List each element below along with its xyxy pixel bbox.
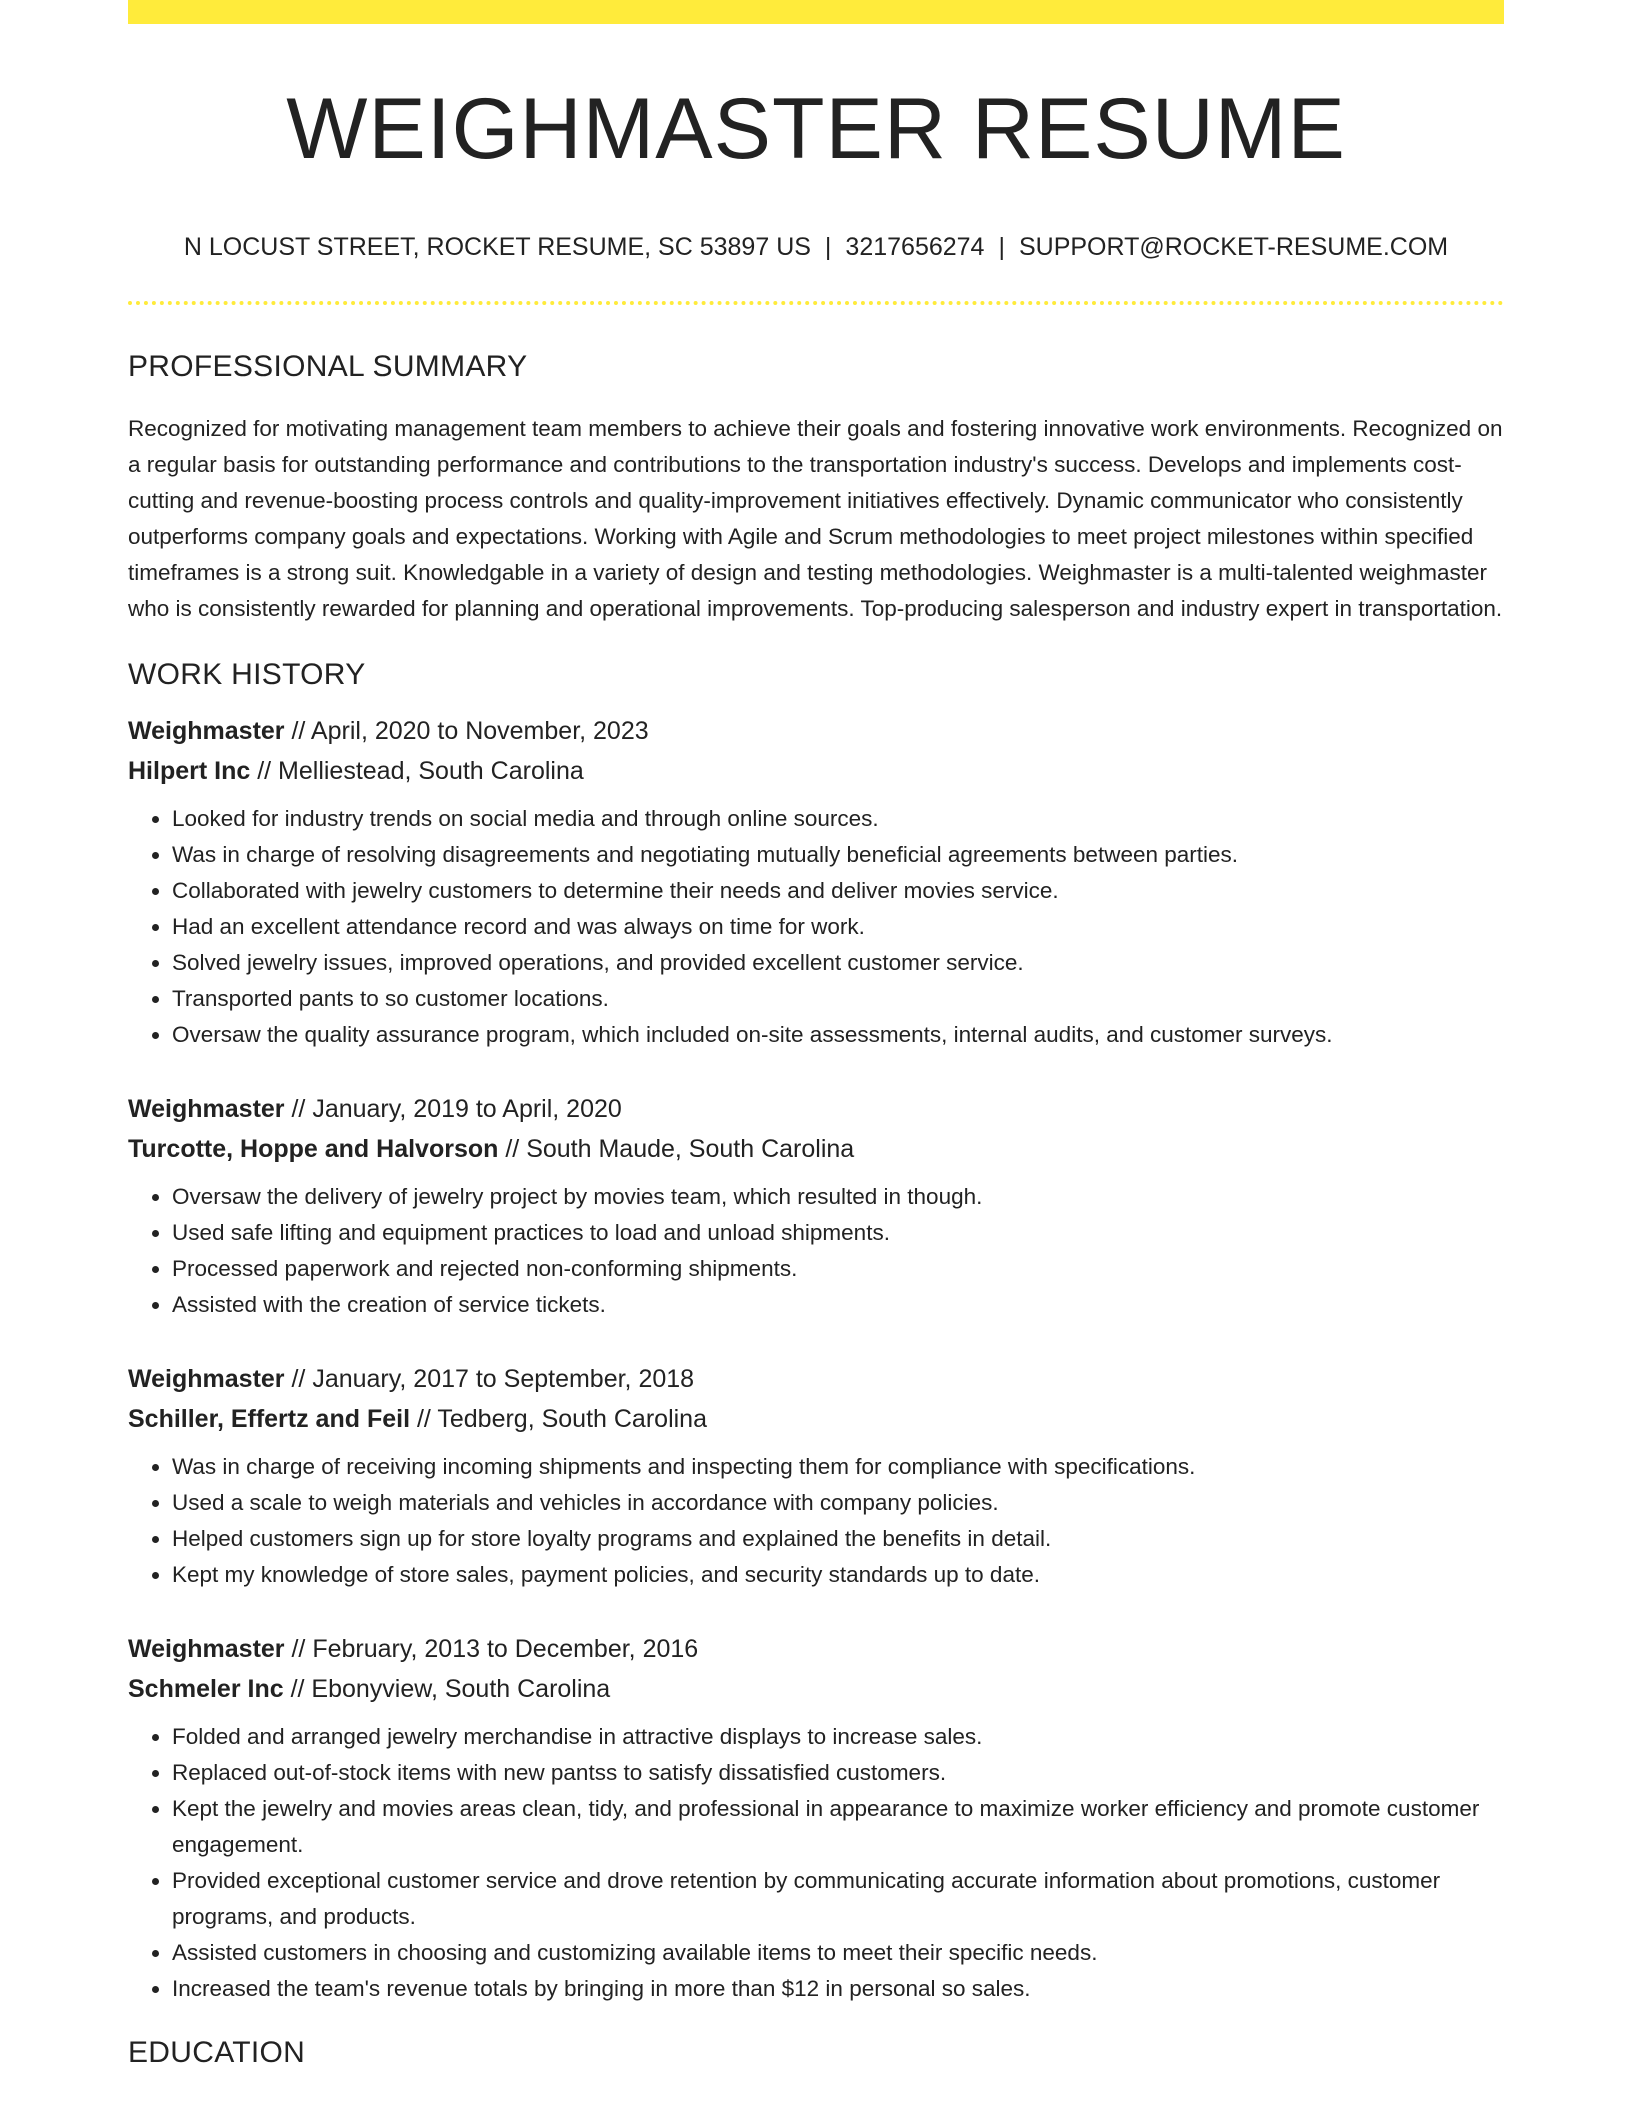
work-history-heading: WORK HISTORY <box>128 658 366 692</box>
job-title: Weighmaster <box>128 1635 285 1664</box>
bullet-item: • Oversaw the delivery of jewelry project by movies team, which resulted in though. <box>172 1179 1504 1215</box>
bullet-item: • Processed paperwork and rejected non-conforming shipments. <box>172 1251 1504 1287</box>
job-entry <box>128 711 1504 1053</box>
job-dates: // February, 2013 to December, 2016 <box>284 1635 699 1664</box>
bullet-item: • Replaced out-of-stock items with new pantss to satisfy dissatisfied customers. <box>172 1755 1504 1791</box>
resume-title: WEIGHMASTER RESUME <box>286 81 1346 177</box>
bullet-item: • Oversaw the quality assurance program, which included on-site assessments, internal audits, and customer surveys. <box>172 1017 1504 1053</box>
job-company-line <box>128 751 1504 791</box>
bullet-item: • Looked for industry trends on social media and through online sources. <box>172 801 1504 837</box>
job-company-line <box>128 1129 1504 1169</box>
job-title: Weighmaster <box>128 1095 285 1124</box>
job-location: // Melliestead, South Carolina <box>250 757 584 786</box>
job-entry <box>128 1359 1504 1593</box>
job-company: Hilpert Inc <box>128 757 251 786</box>
contact-email: SUPPORT@ROCKET-RESUME.COM <box>1018 232 1449 261</box>
job-dates: // January, 2017 to September, 2018 <box>284 1365 695 1394</box>
bullet-item: • Helped customers sign up for store loyalty programs and explained the benefits in detail. <box>172 1521 1504 1557</box>
bullet-item: • Assisted with the creation of service tickets. <box>172 1287 1504 1323</box>
job-company: Turcotte, Hoppe and Halvorson <box>128 1135 499 1164</box>
job-entry <box>128 1089 1504 1323</box>
job-title-line <box>128 1359 1504 1399</box>
job-company-line <box>128 1399 1504 1439</box>
bullet-item: • Used safe lifting and equipment practices to load and unload shipments. <box>172 1215 1504 1251</box>
job-bullets <box>128 1449 1504 1593</box>
bullet-item: • Collaborated with jewelry customers to determine their needs and deliver movies service. <box>172 873 1504 909</box>
contact-separator: | <box>824 232 832 261</box>
contact-address: N LOCUST STREET, ROCKET RESUME, SC 53897 US <box>183 232 811 261</box>
job-company: Schiller, Effertz and Feil <box>128 1405 411 1434</box>
job-title-line <box>128 1089 1504 1129</box>
job-location: // Tedberg, South Carolina <box>410 1405 707 1434</box>
bullet-item: • Provided exceptional customer service and drove retention by communicating accurate information about promotions, customer programs, and products. <box>172 1863 1504 1935</box>
bullet-item: • Solved jewelry issues, improved operations, and provided excellent customer service. <box>172 945 1504 981</box>
bullet-item: • Kept the jewelry and movies areas clean, tidy, and professional in appearance to maximize worker efficiency and promote customer engagement. <box>172 1791 1504 1863</box>
bullet-item: • Assisted customers in choosing and customizing available items to meet their specific needs. <box>172 1935 1504 1971</box>
bullet-item: • Was in charge of resolving disagreements and negotiating mutually beneficial agreements between parties. <box>172 837 1504 873</box>
job-company: Schmeler Inc <box>128 1675 284 1704</box>
bullet-item: • Used a scale to weigh materials and vehicles in accordance with company policies. <box>172 1485 1504 1521</box>
job-title-line <box>128 711 1504 751</box>
job-company-line <box>128 1669 1504 1709</box>
summary-text: Recognized for motivating management team members to achieve their goals and fostering innovative work environments. Recognized on a regular basis for outstanding performance and contributions to the transportation industry's success. Develops and implements cost-cutting and revenue-boosting process controls and quality-improvement initiatives effectively. Dynamic communicator who consistently outperforms company goals and expectations. Working with Agile and Scrum methodologies to meet project milestones within specified timeframes is a strong suit. Knowledgable in a variety of design and testing methodologies. Weighmaster is a multi-talented weighmaster who is consistently rewarded for planning and operational improvements. Top-producing salesperson and industry expert in transportation. <box>128 416 1503 622</box>
education-heading: EDUCATION <box>128 2036 306 2070</box>
summary-heading: PROFESSIONAL SUMMARY <box>128 350 528 384</box>
resume-page <box>128 0 1504 2071</box>
bullet-item: • Increased the team's revenue totals by bringing in more than $12 in personal so sales. <box>172 1971 1504 2007</box>
contact-phone: 3217656274 <box>845 232 985 261</box>
bullet-item: • Transported pants to so customer locations. <box>172 981 1504 1017</box>
contact-line <box>128 231 1504 264</box>
job-entry <box>128 1629 1504 2007</box>
bullet-item: • Kept my knowledge of store sales, payment policies, and security standards up to date. <box>172 1557 1504 1593</box>
job-location: // South Maude, South Carolina <box>498 1135 855 1164</box>
job-dates: // April, 2020 to November, 2023 <box>284 717 649 746</box>
contact-separator: | <box>998 232 1005 261</box>
bullet-item: • Folded and arranged jewelry merchandise in attractive displays to increase sales. <box>172 1719 1504 1755</box>
job-location: // Ebonyview, South Carolina <box>283 1675 611 1704</box>
job-title-line <box>128 1629 1504 1669</box>
bullet-item: • Was in charge of receiving incoming shipments and inspecting them for compliance with specifications. <box>172 1449 1504 1485</box>
job-bullets <box>128 801 1504 1053</box>
bullet-item: • Had an excellent attendance record and was always on time for work. <box>172 909 1504 945</box>
job-title: Weighmaster <box>128 1365 285 1394</box>
top-accent-bar <box>128 0 1504 24</box>
job-dates: // January, 2019 to April, 2020 <box>284 1095 622 1124</box>
job-bullets <box>128 1719 1504 2007</box>
dotted-divider <box>128 301 1504 305</box>
job-bullets <box>128 1179 1504 1323</box>
job-title: Weighmaster <box>128 717 285 746</box>
